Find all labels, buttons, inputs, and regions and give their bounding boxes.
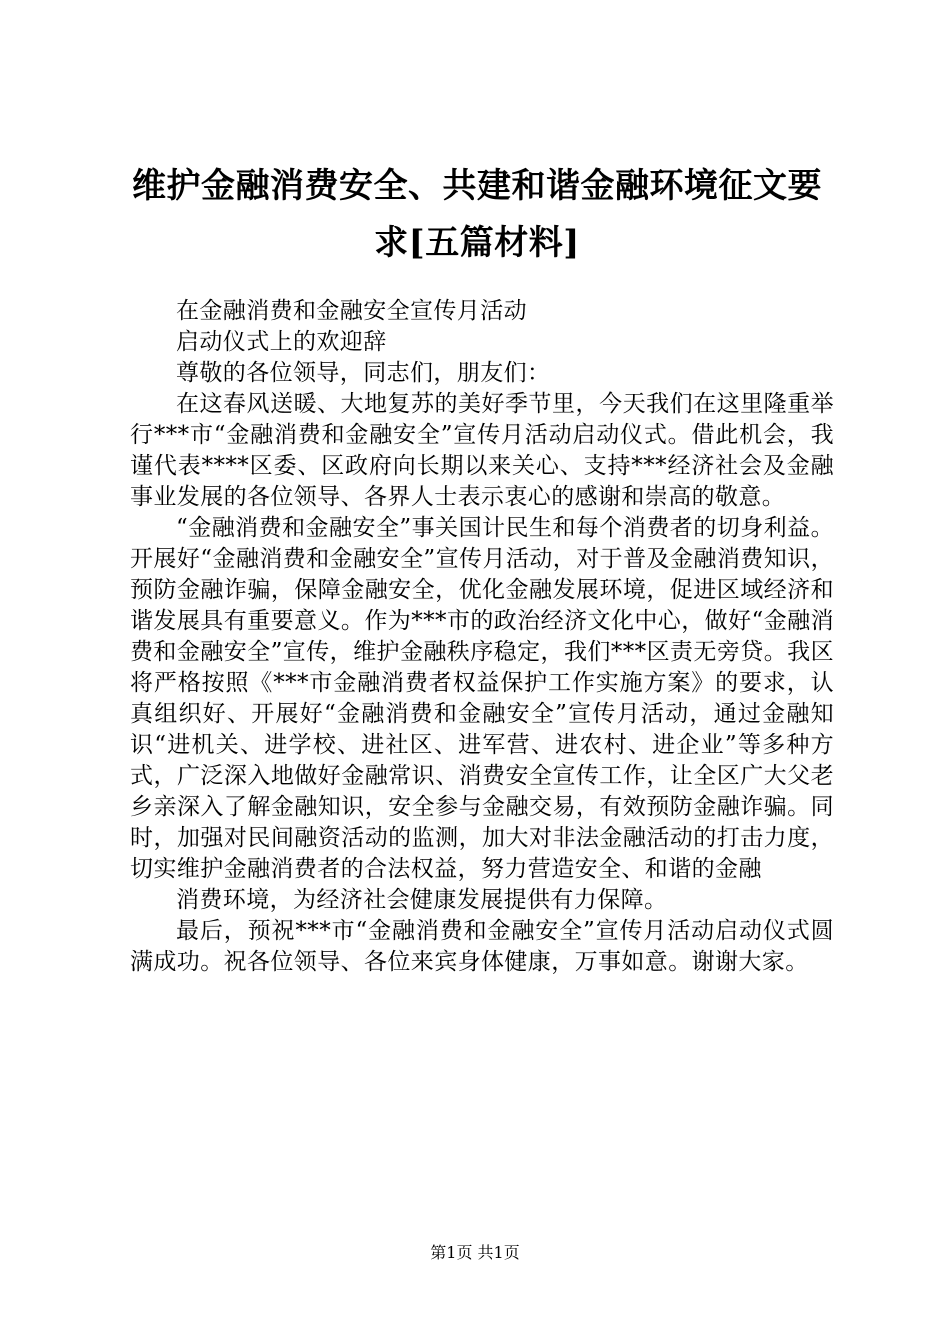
paragraph-salutation: 尊敬的各位领导，同志们，朋友们： <box>176 360 551 386</box>
paragraph-speech-title: 启动仪式上的欢迎辞 <box>176 329 387 355</box>
paragraph-event-name: 在金融消费和金融安全宣传月活动 <box>176 298 527 324</box>
paragraph-main: “金融消费和金融安全”事关国计民生和每个消费者的切身利益。开展好“金融消费和金融安全”宣传月活动，对于普及金融消费知识，预防金融诈骗，保障金融安全，优化金融发展环境，促进区域经济和谐发展具有重要意义。作为***市的政治经济文化中心，做好“金融消费和金融安全”宣传，维护金融秩序稳定，我们***区责无旁贷。我区将严格按照《***市金融消费者权益保护工作实施方案》的要求，认真组织好、开展好“金融消费和金融安全”宣传月活动，通过金融知识“进机关、进学校、进社区、进军营、进农村、进企业”等多种方式，广泛深入地做好金融常识、消费安全宣传工作，让全区广大父老乡亲深入了解金融知识，安全参与金融交易，有效预防金融诈骗。同时，加强对民间融资活动的监测，加大对非法金融活动的打击力度，切实维护金融消费者的合法权益，努力营造安全、和谐的金融 <box>130 515 834 882</box>
page-footer: 第1页 共1页 <box>430 1243 520 1262</box>
paragraph-opening: 在这春风送暖、大地复苏的美好季节里，今天我们在这里隆重举行***市“金融消费和金融安全”宣传月活动启动仪式。借此机会，我谨代表****区委、区政府向长期以来关心、支持***经济社会及金融事业发展的各位领导、各界人士表示衷心的感谢和崇高的敬意。 <box>130 391 834 510</box>
paragraph-closing: 最后，预祝***市“金融消费和金融安全”宣传月活动启动仪式圆满成功。祝各位领导、各位来宾身体健康，万事如意。谢谢大家。 <box>130 918 834 975</box>
document-title: 维护金融消费安全、共建和谐金融环境征文要求[五篇材料] <box>132 166 822 263</box>
document-body <box>130 296 834 978</box>
paragraph-main-continued: 消费环境，为经济社会健康发展提供有力保障。 <box>176 887 668 913</box>
